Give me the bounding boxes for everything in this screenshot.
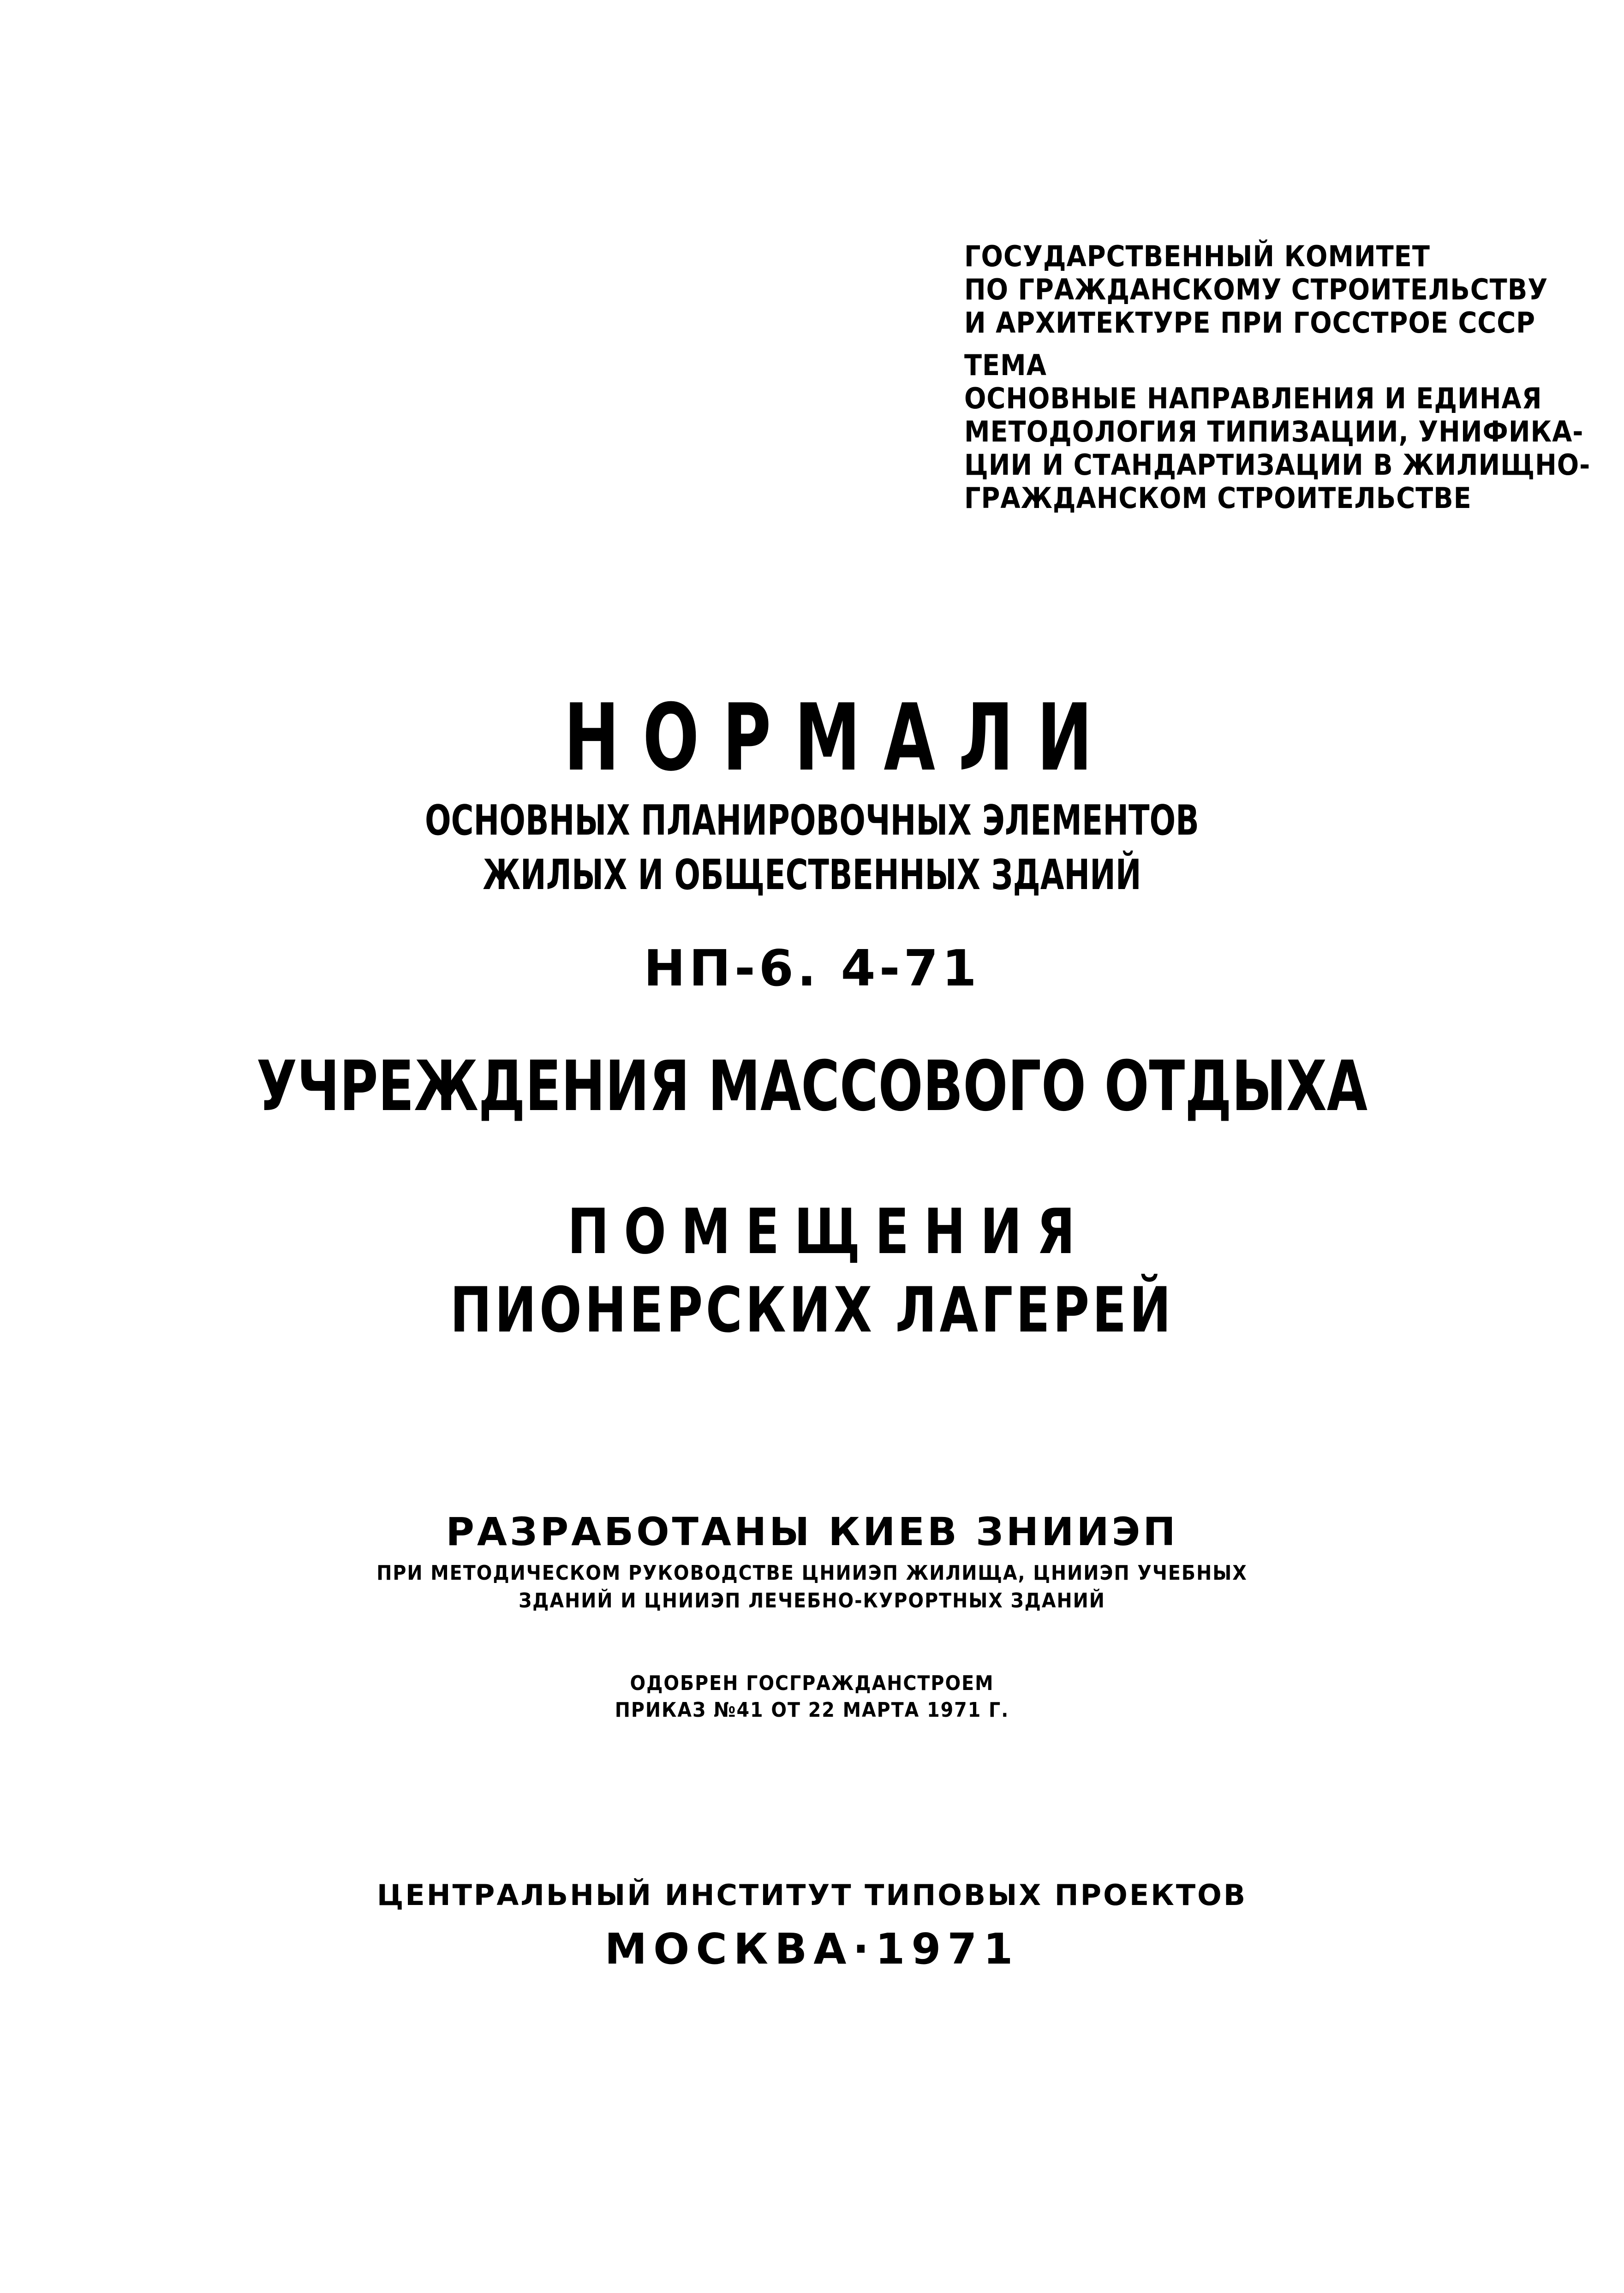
issuing-committee-block bbox=[964, 239, 1591, 515]
publisher-name: ЦЕНТРАЛЬНЫЙ ИНСТИТУТ ТИПОВЫХ ПРОЕКТОВ bbox=[376, 1878, 1248, 1912]
document-code: НП-6. 4-71 bbox=[644, 940, 980, 997]
approval-line: ПРИКАЗ №41 ОТ 22 МАРТА 1971 Г. bbox=[615, 1698, 1009, 1722]
subtitle-line: ОСНОВНЫХ ПЛАНИРОВОЧНЫХ ЭЛЕМЕНТОВ bbox=[425, 796, 1199, 845]
document-subject: УЧРЕЖДЕНИЯ МАССОВОГО ОТДЫХА bbox=[256, 1046, 1368, 1127]
theme-line: ГРАЖДАНСКОМ СТРОИТЕЛЬСТВЕ bbox=[964, 481, 1472, 515]
subtitle-line: ЖИЛЫХ И ОБЩЕСТВЕННЫХ ЗДАНИЙ bbox=[483, 851, 1141, 899]
developed-by: РАЗРАБОТАНЫ КИЕВ ЗНИИЭП bbox=[446, 1509, 1178, 1554]
theme-line: ЦИИ И СТАНДАРТИЗАЦИИ В ЖИЛИЩНО- bbox=[964, 448, 1591, 482]
theme-line: ОСНОВНЫЕ НАПРАВЛЕНИЯ И ЕДИНАЯ bbox=[964, 382, 1542, 415]
committee-line: И АРХИТЕКТУРЕ ПРИ ГОССТРОЕ СССР bbox=[964, 306, 1536, 340]
approval-line: ОДОБРЕН ГОСГРАЖДАНСТРОЕМ bbox=[630, 1672, 994, 1695]
guidance-line: ПРИ МЕТОДИЧЕСКОМ РУКОВОДСТВЕ ЦНИИЭП ЖИЛИЩА, ЦНИИЭП УЧЕБНЫХ bbox=[376, 1561, 1248, 1585]
document-subtitle bbox=[211, 794, 1413, 902]
committee-line: ГОСУДАРСТВЕННЫЙ КОМИТЕТ bbox=[964, 239, 1430, 273]
section-title-premises: ПОМЕЩЕНИЯ bbox=[567, 1195, 1090, 1268]
document-title: НОРМАЛИ bbox=[564, 684, 1116, 792]
theme-label: ТЕМА bbox=[964, 348, 1047, 382]
theme-line: МЕТОДОЛОГИЯ ТИПИЗАЦИИ, УНИФИКА- bbox=[964, 415, 1584, 448]
methodological-guidance bbox=[0, 1559, 1624, 1615]
guidance-line: ЗДАНИЙ И ЦНИИЭП ЛЕЧЕБНО-КУРОРТНЫХ ЗДАНИЙ bbox=[519, 1589, 1105, 1612]
publication-city-year: МОСКВА·1971 bbox=[604, 1924, 1020, 1974]
section-title-camps: ПИОНЕРСКИХ ЛАГЕРЕЙ bbox=[450, 1274, 1174, 1346]
approval-note bbox=[0, 1670, 1624, 1724]
committee-line: ПО ГРАЖДАНСКОМУ СТРОИТЕЛЬСТВУ bbox=[964, 273, 1548, 306]
